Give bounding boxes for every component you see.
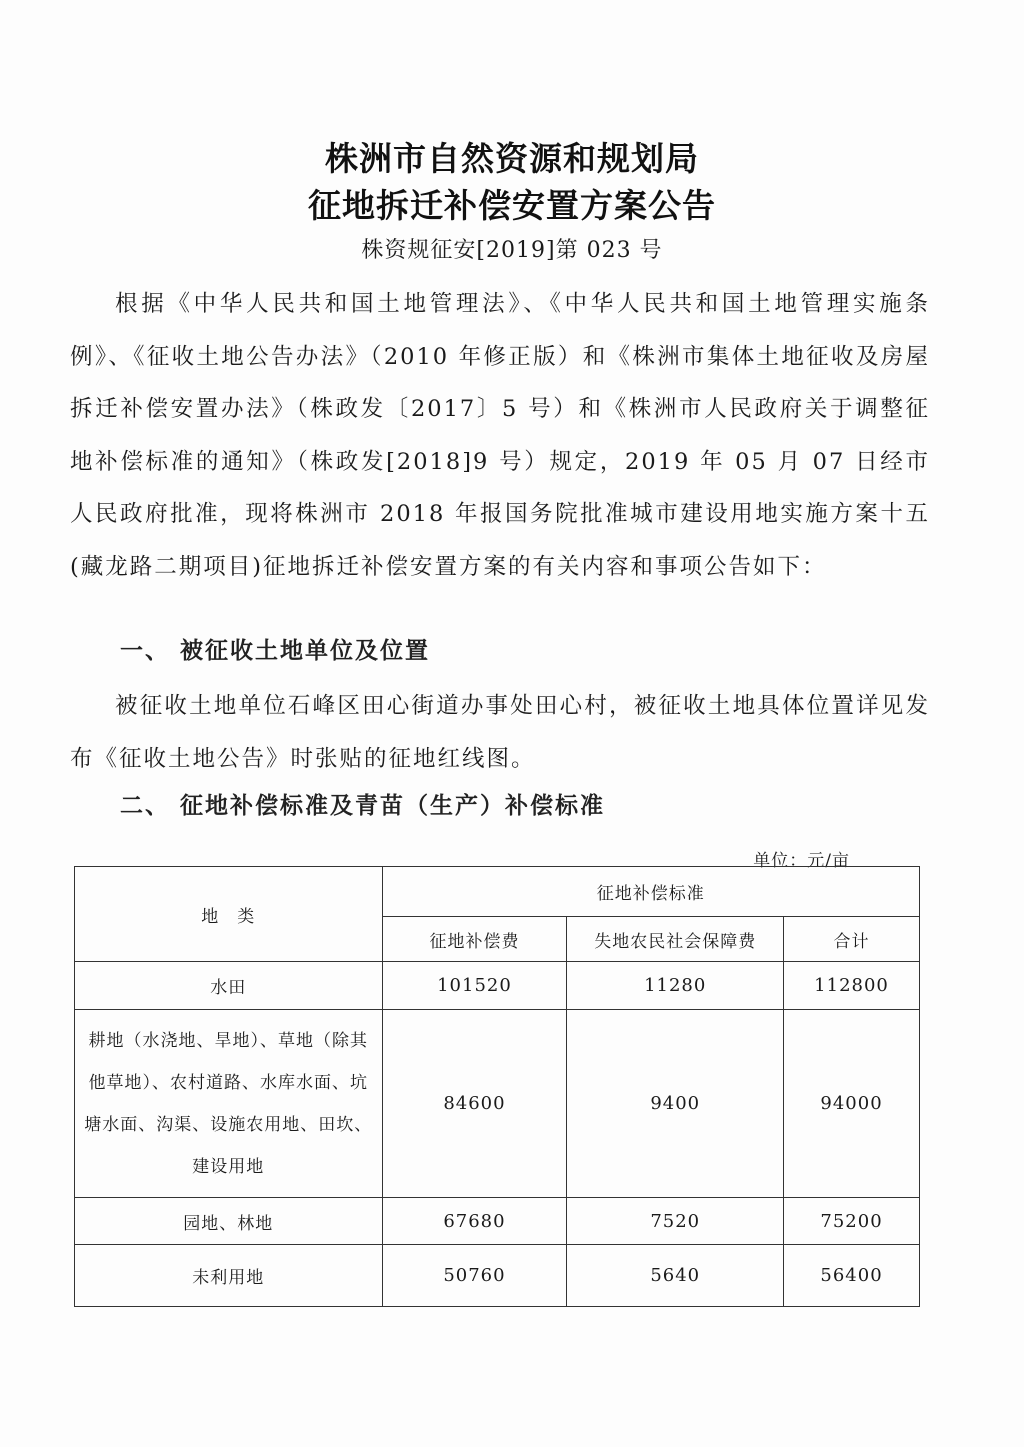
table-row	[75, 1245, 920, 1307]
social-security-cell: 9400	[567, 1010, 784, 1198]
social-security-cell: 11280	[567, 962, 784, 1010]
section2-heading: 二、 征地补偿标准及青苗（生产）补偿标准	[120, 793, 606, 819]
land-type-cell: 水田	[75, 962, 383, 1010]
compensation-cell: 50760	[382, 1245, 567, 1307]
social-security-cell: 5640	[567, 1245, 784, 1307]
header-total: 合计	[784, 917, 920, 962]
header-compensation-fee: 征地补偿费	[382, 917, 567, 962]
land-type-cell: 园地、林地	[75, 1198, 383, 1245]
total-cell: 75200	[784, 1198, 920, 1245]
document-title-line2: 征地拆迁补偿安置方案公告	[308, 186, 716, 225]
header-compensation-standard: 征地补偿标准	[382, 867, 919, 917]
document-title-line1: 株洲市自然资源和规划局	[325, 139, 699, 178]
table-row	[75, 1198, 920, 1245]
social-security-cell: 7520	[567, 1198, 784, 1245]
header-land-type: 地 类	[75, 867, 383, 962]
table-header-row	[75, 867, 920, 917]
total-cell: 112800	[784, 962, 920, 1010]
total-cell: 56400	[784, 1245, 920, 1307]
table-row	[75, 1010, 920, 1198]
document-number: 株资规征安[2019]第 023 号	[361, 238, 663, 263]
header-social-security-fee: 失地农民社会保障费	[567, 917, 784, 962]
table-row	[75, 962, 920, 1010]
total-cell: 94000	[784, 1010, 920, 1198]
intro-paragraph: 根据《中华人民共和国土地管理法》、《中华人民共和国土地管理实施条例》、《征收土地公告办法》（2010 年修正版）和《株洲市集体土地征收及房屋拆迁补偿安置办法》（株政发〔2017〕5 号）和《株洲市人民政府关于调整征地补偿标准的通知》（株政发[2018]9 号）规定，2019 年 05 月 07 日经市人民政府批准，现将株洲市 2018 年报国务院批准城市建设用地实施方案十五(藏龙路二期项目)征地拆迁补偿安置方案的有关内容和事项公告如下：	[70, 291, 930, 580]
section1-heading: 一、 被征收土地单位及位置	[120, 638, 431, 664]
compensation-table	[74, 866, 920, 1307]
compensation-cell: 67680	[382, 1198, 567, 1245]
compensation-cell: 84600	[382, 1010, 567, 1198]
compensation-cell: 101520	[382, 962, 567, 1010]
table-unit-label: 单位：元/亩	[753, 851, 850, 871]
section1-paragraph: 被征收土地单位石峰区田心街道办事处田心村，被征收土地具体位置详见发布《征收土地公告》时张贴的征地红线图。	[70, 693, 930, 772]
land-type-cell: 未利用地	[75, 1245, 383, 1307]
land-type-cell: 耕地（水浇地、旱地）、草地（除其他草地）、农村道路、水库水面、坑塘水面、沟渠、设施农用地、田坎、建设用地	[75, 1010, 383, 1198]
